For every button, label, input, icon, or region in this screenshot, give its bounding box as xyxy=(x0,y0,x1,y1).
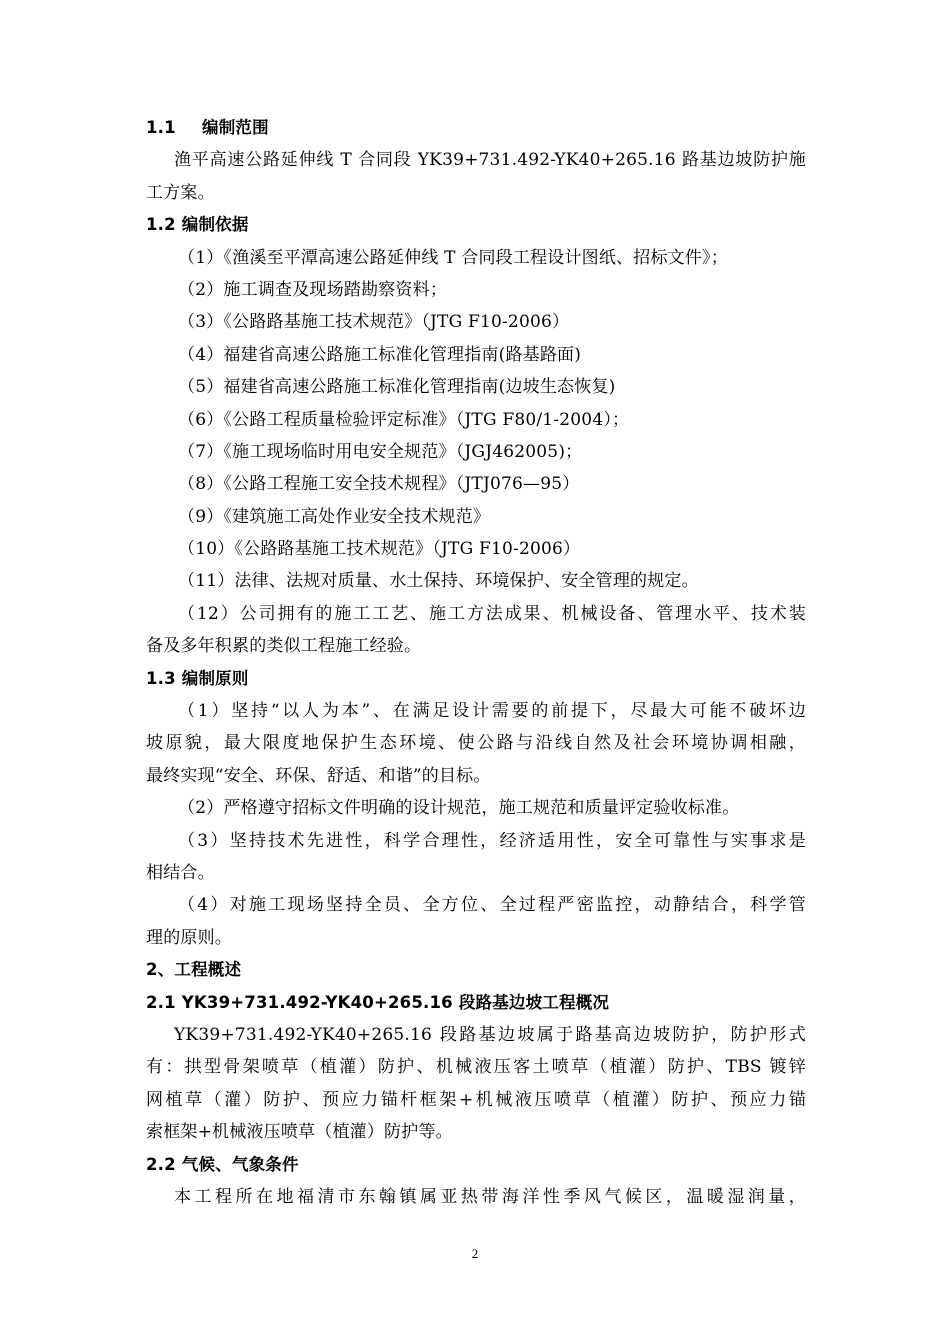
overview-line-1: YK39+731.492-YK40+265.16 段路基边坡属于路基高边坡防护，防护形式 xyxy=(174,1024,806,1045)
principle-2-line-1: （2）严格遵守招标文件明确的设计规范，施工规范和质量评定验收标准。 xyxy=(178,798,740,819)
principle-1-line-1: （1）坚持“以人为本”、在满足设计需要的前提下，尽最大可能不破坏边 xyxy=(178,701,806,722)
overview-line-3: 网植草（灌）防护、预应力锚杆框架+机械液压喷草（植灌）防护、预应力锚 xyxy=(146,1089,806,1110)
climate-line-1: 本工程所在地福清市东翰镇属亚热带海洋性季风气候区，温暖湿润量， xyxy=(174,1186,806,1207)
basis-item-4: （4）福建省高速公路施工标准化管理指南(路基路面) xyxy=(178,344,582,365)
scope-line-2: 工方案。 xyxy=(146,182,215,203)
basis-item-5: （5）福建省高速公路施工标准化管理指南(边坡生态恢复) xyxy=(178,377,616,398)
principle-3-line-1: （3）坚持技术先进性，科学合理性，经济适用性，安全可靠性与实事求是 xyxy=(178,830,806,851)
heading-1-2: 1.2 编制依据 xyxy=(146,215,249,235)
heading-2-1: 2.1 YK39+731.492-YK40+265.16 段路基边坡工程概况 xyxy=(146,992,610,1012)
principle-1-line-3: 最终实现“安全、环保、舒适、和谐”的目标。 xyxy=(146,765,491,786)
page-content xyxy=(146,112,806,1213)
principle-3-line-2: 相结合。 xyxy=(146,862,215,883)
heading-2: 2、工程概述 xyxy=(146,960,242,980)
principle-4-line-2: 理的原则。 xyxy=(146,927,232,948)
heading-1-3: 1.3 编制原则 xyxy=(146,668,249,688)
heading-1-1-title: 编制范围 xyxy=(202,118,269,137)
basis-item-10: （10）《公路路基施工技术规范》（JTG F10-2006） xyxy=(178,539,581,560)
heading-1-1-number: 1.1 xyxy=(146,118,176,137)
principle-4-line-1: （4）对施工现场坚持全员、全方位、全过程严密监控，动静结合，科学管 xyxy=(178,895,806,916)
basis-item-7: （7）《施工现场临时用电安全规范》（JGJ462005)； xyxy=(178,441,583,462)
overview-line-2: 有：拱型骨架喷草（植灌）防护、机械液压客土喷草（植灌）防护、TBS 镀锌 xyxy=(146,1057,806,1078)
basis-item-11: （11）法律、法规对质量、水土保持、环境保护、安全管理的规定。 xyxy=(178,571,699,592)
basis-item-12-line-2: 备及多年积累的类似工程施工经验。 xyxy=(146,636,422,657)
overview-line-4: 索框架+机械液压喷草（植灌）防护等。 xyxy=(146,1122,453,1143)
heading-2-2: 2.2 气候、气象条件 xyxy=(146,1154,299,1174)
scope-line-1: 渔平高速公路延伸线 T 合同段 YK39+731.492-YK40+265.16 路基边坡防护施 xyxy=(174,150,806,171)
basis-item-3: （3）《公路路基施工技术规范》（JTG F10-2006） xyxy=(178,312,570,333)
basis-item-1: （1）《渔溪至平潭高速公路延伸线 T 合同段工程设计图纸、招标文件》； xyxy=(178,247,728,268)
page-number: 2 xyxy=(471,1246,479,1261)
basis-item-6: （6）《公路工程质量检验评定标准》（JTG F80/1-2004）； xyxy=(178,409,630,430)
basis-item-12-line-1: （12）公司拥有的施工工艺、施工方法成果、机械设备、管理水平、技术装 xyxy=(178,603,806,624)
principle-1-line-2: 坡原貌，最大限度地保护生态环境、使公路与沿线自然及社会环境协调相融， xyxy=(146,733,806,754)
heading-1-1 xyxy=(146,112,806,144)
basis-item-2: （2）施工调查及现场踏勘察资料； xyxy=(178,279,448,300)
basis-item-9: （9）《建筑施工高处作业安全技术规范》 xyxy=(178,506,491,527)
basis-item-8: （8）《公路工程施工安全技术规程》（JTJ076—95） xyxy=(178,474,580,495)
